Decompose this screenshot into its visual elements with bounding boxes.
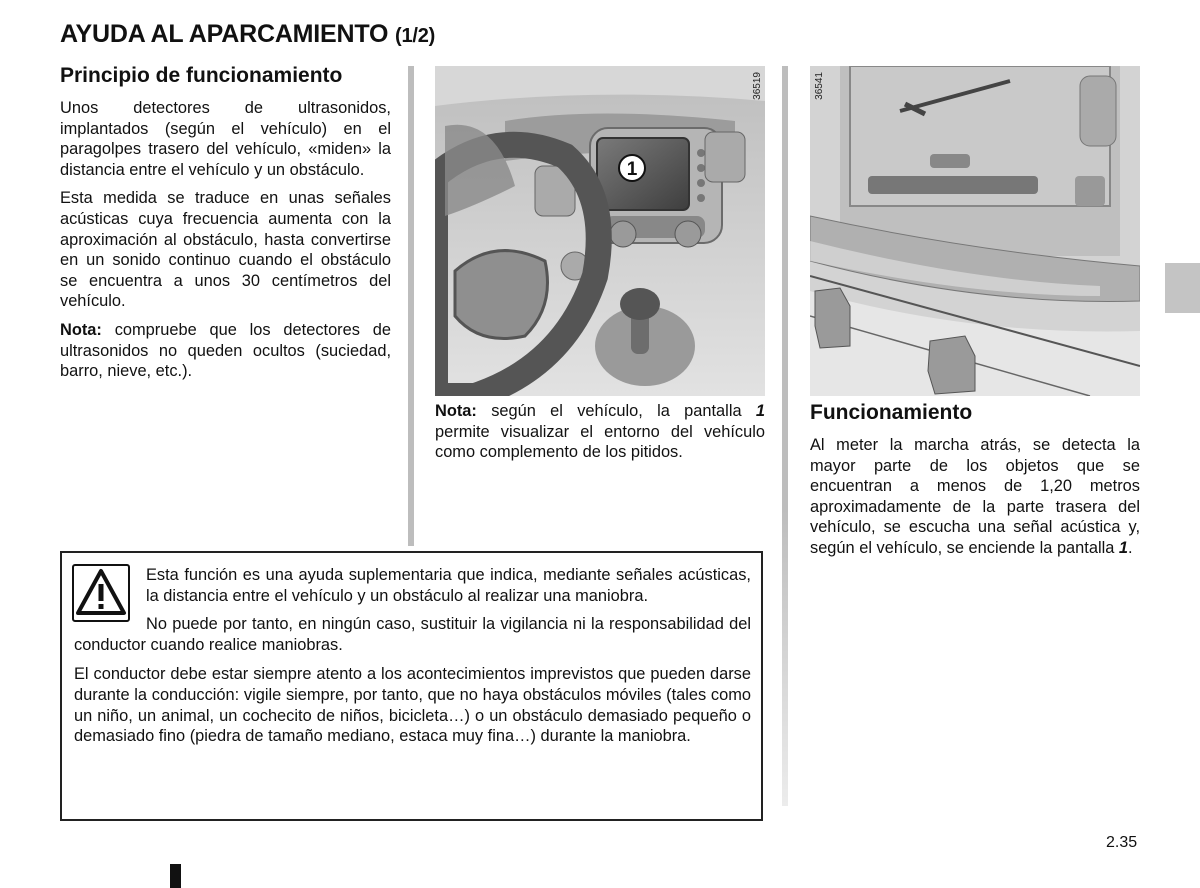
warning-paragraph-2: No puede por tanto, en ningún caso, sustituir la vigilancia ni la responsabilidad del conductor cuando realice maniobras. <box>74 615 751 654</box>
note-text-2: permite visualizar el entorno del vehículo como complemento de los pitidos. <box>435 422 765 462</box>
figure-dashboard <box>435 66 765 396</box>
screen-ref: 1 <box>755 402 765 420</box>
note-text: según el vehículo, la pantalla <box>476 402 756 420</box>
section-funcionamiento <box>810 401 1140 559</box>
chapter-tab <box>1165 263 1200 313</box>
note-text: compruebe que los detectores de ultrasonidos no queden ocultos (suciedad, barro, nieve, etc.). <box>60 320 391 381</box>
note-label: Nota: <box>435 402 477 420</box>
section-principio <box>60 64 391 382</box>
title-suffix: (1/2) <box>394 25 436 47</box>
edge-mark <box>170 864 181 888</box>
page-title <box>60 20 435 49</box>
figure-1-ref: 36519 <box>752 72 763 100</box>
dashboard-illustration <box>435 66 765 396</box>
warning-text <box>74 565 751 747</box>
page-number: 2.35 <box>1106 834 1138 851</box>
funcionamiento-text-end: . <box>1128 538 1133 557</box>
figure-rear-bumper <box>810 66 1140 396</box>
column-divider-2 <box>782 66 788 806</box>
heading-principio: Principio de funcionamiento <box>60 64 343 87</box>
principio-paragraph-2: Esta medida se traduce en unas señales acústicas cuya frecuencia aumenta con la aproximación al obstáculo, hasta convertirse en un sonido continuo cuando el obstáculo se encuentra a unos 30 centímetros del vehículo. <box>60 189 391 311</box>
rear-bumper-illustration <box>810 66 1140 396</box>
principio-note <box>60 320 391 382</box>
funcionamiento-text: Al meter la marcha atrás, se detecta la mayor parte de los objetos que se encuentran a menos de 1,20 metros aproximadamente de la parte trasera del vehículo, se escucha una señal acústica y, según el vehículo, se enciende la pantalla <box>810 436 1140 557</box>
figure-1-note <box>435 401 765 463</box>
warning-paragraph-1: Esta función es una ayuda suplementaria que indica, mediante señales acústicas, la distancia entre el vehículo y un obstáculo al realizar una maniobra. <box>146 566 751 605</box>
note-label: Nota: <box>60 320 102 339</box>
warning-box <box>60 551 763 821</box>
funcionamiento-paragraph <box>810 435 1140 559</box>
figure-2-ref: 36541 <box>814 72 825 100</box>
callout-1-label: 1 <box>626 159 638 180</box>
principio-paragraph-1: Unos detectores de ultrasonidos, implantados (según el vehículo) en el paragolpes trasero del vehículo, «miden» la distancia entre el vehículo y un obstáculo. <box>60 99 391 179</box>
column-divider-1 <box>408 66 414 546</box>
figure-1-caption <box>435 401 765 463</box>
heading-funcionamiento: Funcionamiento <box>810 401 973 424</box>
title-main: AYUDA AL APARCAMIENTO <box>60 20 389 48</box>
screen-ref: 1 <box>1118 538 1129 557</box>
warning-paragraph-3: El conductor debe estar siempre atento a los acontecimientos imprevistos que pueden darse durante la conducción: vigile siempre, por tanto, que no haya obstáculos móviles (tales como un niño, un animal, un cochecito de niños, bicicleta…) o un obstáculo demasiado pequeño o demasiado fino (piedra de tamaño mediano, estaca muy fina…) durante la maniobra. <box>74 665 751 746</box>
